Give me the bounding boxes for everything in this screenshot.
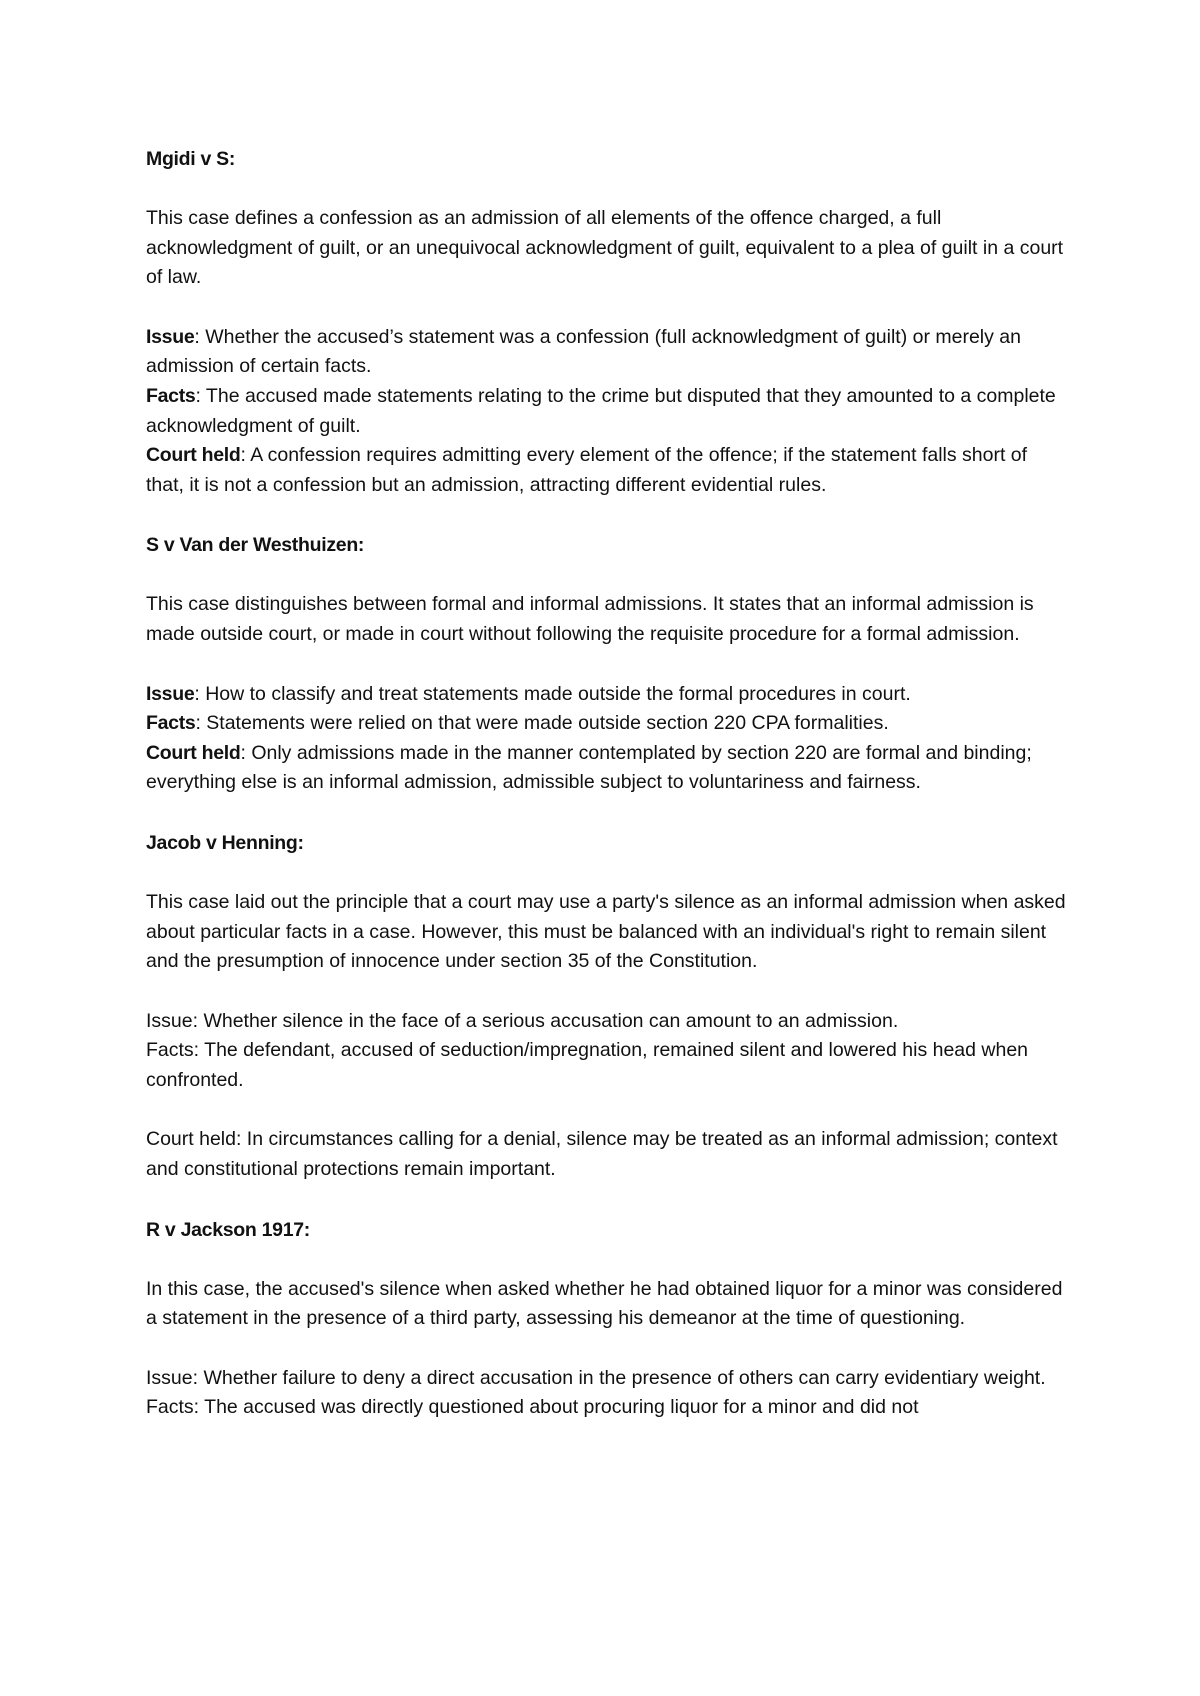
case-intro: This case laid out the principle that a court may use a party's silence as an informal admission when asked about particular facts in a case. However, this must be balanced with an individual's right to remain silent and the presumption of innocence under section 35 of the Constitution. — [146, 890, 1066, 973]
case-title: Jacob v Henning: — [146, 831, 304, 854]
case-facts — [146, 709, 1070, 739]
case-facts: Facts: The accused was directly questioned about procuring liquor for a minor and did not — [146, 1396, 919, 1419]
case-intro: This case defines a confession as an admission of all elements of the offence charged, a full acknowledgment of guilt, or an unequivocal acknowledgment of guilt, equivalent to a plea of guilt in a court of law. — [146, 207, 1064, 289]
case-facts — [146, 382, 1070, 441]
case-section — [146, 828, 1070, 1185]
case-issue: Issue: Whether silence in the face of a serious accusation can amount to an admission. — [146, 1009, 899, 1032]
held-text: : A confession requires admitting every element of the offence; if the statement falls short of that, it is not a confession but an admission, attracting different evidential rules. — [146, 444, 1028, 496]
case-intro: This case distinguishes between formal and informal admissions. It states that an informal admission is made outside court, or made in court without following the requisite procedure for a formal admission. — [146, 593, 1034, 645]
case-held — [146, 739, 1070, 798]
facts-text: : Statements were relied on that were made outside section 220 CPA formalities. — [195, 712, 889, 735]
case-held — [146, 441, 1070, 500]
issue-label: Issue — [146, 325, 195, 348]
case-title: S v Van der Westhuizen: — [146, 534, 365, 557]
issue-label: Issue — [146, 682, 195, 705]
held-label: Court held — [146, 741, 241, 764]
held-label: Court held — [146, 444, 241, 467]
case-title: R v Jackson 1917: — [146, 1218, 311, 1241]
facts-label: Facts — [146, 384, 196, 407]
case-title: Mgidi v S: — [146, 148, 236, 170]
case-section — [146, 1215, 1070, 1423]
case-facts: Facts: The defendant, accused of seduction/impregnation, remained silent and lowered his head when confronted. — [146, 1039, 1029, 1091]
case-held: Court held: In circumstances calling for a denial, silence may be treated as an informal admission; context and constitutional protections remain important. — [146, 1128, 1058, 1181]
case-issue: Issue: Whether failure to deny a direct accusation in the presence of others can carry evidentiary weight. — [146, 1366, 1046, 1389]
held-text: : Only admissions made in the manner contemplated by section 220 are formal and binding; everything else is an informal admission, admissible subject to voluntariness and fairness. — [146, 741, 1032, 794]
case-intro: In this case, the accused's silence when asked whether he had obtained liquor for a minor was considered a statement in the presence of a third party, assessing his demeanor at the time of questioning. — [146, 1277, 1063, 1330]
facts-label: Facts — [146, 712, 196, 735]
case-issue — [146, 680, 1070, 710]
issue-text: : How to classify and treat statements made outside the formal procedures in court. — [194, 682, 911, 705]
case-issue — [146, 323, 1070, 382]
case-section — [146, 144, 1070, 500]
case-section — [146, 530, 1070, 798]
facts-text: : The accused made statements relating to the crime but disputed that they amounted to a complete acknowledgment of guilt. — [146, 384, 1056, 437]
issue-text: : Whether the accused’s statement was a confession (full acknowledgment of guilt) or merely an admission of certain facts. — [146, 325, 1022, 378]
